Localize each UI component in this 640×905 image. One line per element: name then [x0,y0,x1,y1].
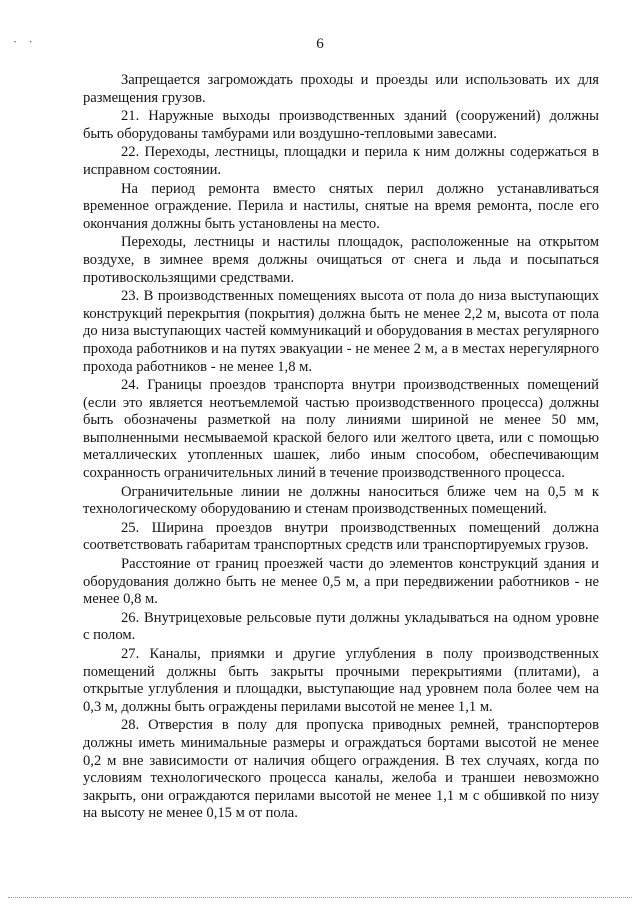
scan-specks: • • [14,40,38,46]
paragraph-13: 28. Отверстия в полу для пропуска приводных ремней, транспортеров должны иметь минимальные размеры и ограждаться бортами высотой не менее 0,2 м вне зависимости от наличия общего ограждения. В тех случаях, когда по условиям технологического процесса каналы, желоба и траншеи невозможно закрыть, они ограждаются перилами высотой не менее 1,1 м с обшивкой по низу на высоту не менее 0,15 м от пола. [83,717,599,822]
paragraph-2: 21. Наружные выходы производственных зданий (сооружений) должны быть оборудованы тамбурами или воздушно-тепловыми завесами. [83,108,599,142]
paragraph-11: 26. Внутрицеховые рельсовые пути должны укладываться на одном уровне с полом. [83,609,599,644]
paragraph-6: 23. В производственных помещениях высота от пола до низа выступающих конструкций перекрытия (покрытия) должна быть не менее 2,2 м, высота от пола до низа выступающих частей коммуникаций и оборудования в местах регулярного прохода работников и на путях эвакуации - не менее 2 м, а в местах нерегулярного прохода работников - не менее 1,8 м. [83,288,599,375]
paragraph-8: Ограничительные линии не должны наноситься ближе чем на 0,5 м к технологическому оборудованию и стенам производственных помещений. [83,483,599,518]
paragraph-1: Запрещается загромождать проходы и проезды или использовать их для размещения грузов. [83,72,599,106]
paragraph-9: 25. Ширина проездов внутри производственных помещений должна соответствовать габаритам транспортных средств или транспортируемых грузов. [83,519,599,554]
paragraph-4: На период ремонта вместо снятых перил должно устанавливаться временное ограждение. Перила и настилы, снятые на время ремонта, после его окончания должны быть установлены на место. [83,180,599,232]
paragraph-3: 22. Переходы, лестницы, площадки и перила к ним должны содержаться в исправном состоянии. [83,144,599,178]
paragraph-7: 24. Границы проездов транспорта внутри производственных помещений (если это является неотъемлемой частью производственного процесса) должны быть обозначены разметкой на полу линиями шириной не менее 50 мм, выполненными несмываемой краской белого или желтого цвета, или с помощью металлических утопленных шашек, либо иным способом, обеспечивающим сохранность ограничительных линий в течение производственного процесса. [83,377,599,482]
page-number: 6 [316,36,324,52]
paragraph-10: Расстояние от границ проезжей части до элементов конструкций здания и оборудования должно быть не менее 0,5 м, а при передвижении работников - не менее 0,8 м. [83,556,599,608]
scan-edge-line [8,897,632,899]
document-body [83,72,599,824]
paragraph-5: Переходы, лестницы и настилы площадок, расположенные на открытом воздухе, в зимнее время должны очищаться от снега и льда и посыпаться противоскользящими средствами. [83,234,599,286]
paragraph-12: 27. Каналы, приямки и другие углубления в полу производственных помещений должны быть закрыты прочными перекрытиями (плитами), а открытые углубления и площадки, выступающие над уровнем пола более чем на 0,3 м, должны быть ограждены перилами высотой не менее 1,1 м. [83,646,599,715]
